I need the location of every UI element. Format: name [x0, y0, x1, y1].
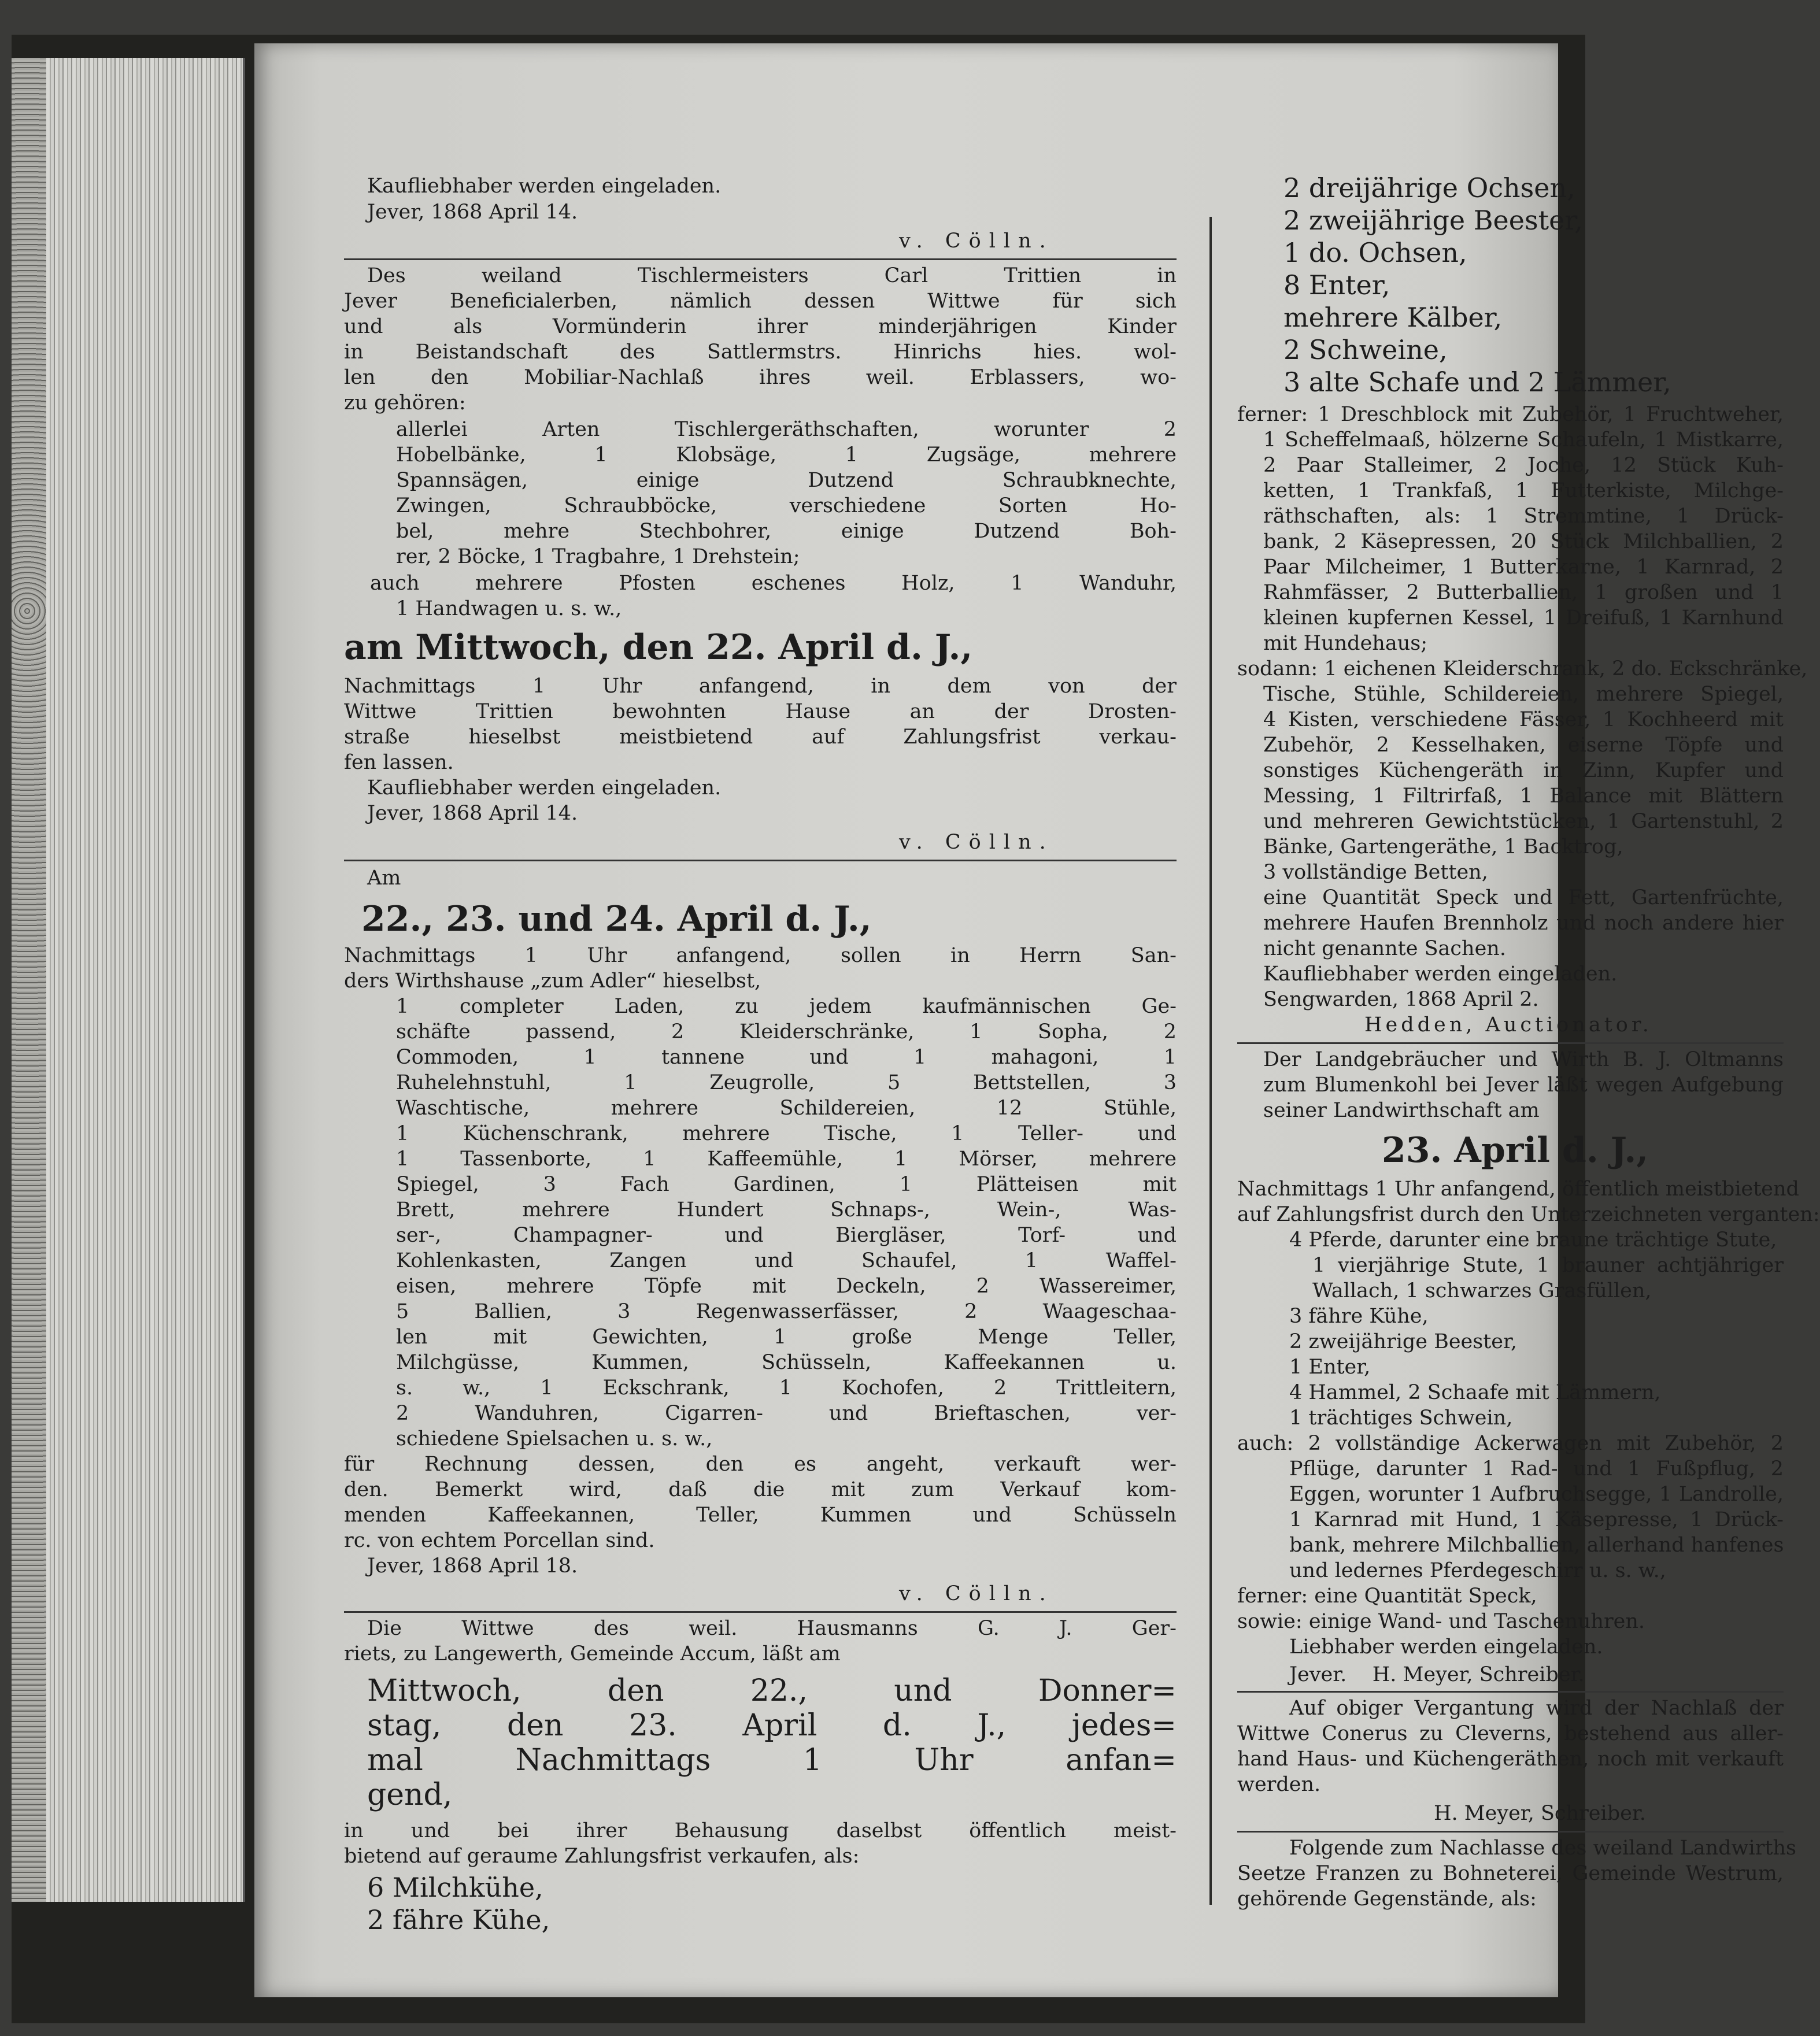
auction-date-heading: Mittwoch, den 22., und Donner=: [367, 1674, 1177, 1708]
text-line: straße hieselbst meistbietend auf Zahlungsfrist verkau-: [344, 725, 1177, 749]
text-line: 3 alte Schafe und 2 Lämmer,: [1283, 367, 1671, 398]
text-line: und ledernes Pferdegeschirr u. s. w.,: [1289, 1559, 1666, 1582]
column-divider: [1209, 217, 1212, 1905]
text-line: 1 trächtiges Schwein,: [1289, 1406, 1513, 1430]
text-line: Wallach, 1 schwarzes Grasfüllen,: [1312, 1279, 1652, 1302]
text-line: 3 vollständige Betten,: [1263, 861, 1488, 884]
text-line: Am: [367, 867, 401, 890]
text-line: Hobelbänke, 1 Klobsäge, 1 Zugsäge, mehrere: [396, 443, 1177, 467]
text-line: Seetze Franzen zu Bohneterei, Gemeinde Westrum,: [1237, 1862, 1784, 1885]
text-line: hand Haus- und Küchengeräthen, noch mit verkauft: [1237, 1748, 1784, 1771]
text-line: Eggen, worunter 1 Aufbruchsegge, 1 Landrolle,: [1289, 1483, 1784, 1506]
text-line: eisen, mehrere Töpfe mit Deckeln, 2 Wassereimer,: [396, 1275, 1177, 1298]
text-line: menden Kaffeekannen, Teller, Kummen und Schüsseln: [344, 1504, 1177, 1527]
text-line: 1 do. Ochsen,: [1283, 237, 1467, 268]
auction-date-heading: am Mittwoch, den 22. April d. J.,: [344, 627, 973, 668]
text-line: Jever, 1868 April 14.: [367, 201, 578, 224]
text-line: für Rechnung dessen, den es angeht, verkauft wer-: [344, 1453, 1177, 1476]
text-line: den. Bemerkt wird, daß die mit zum Verkauf kom-: [344, 1478, 1177, 1501]
text-line: allerlei Arten Tischlergeräthschaften, worunter 2: [396, 418, 1177, 441]
text-line: Paar Milcheimer, 1 Butterkarne, 1 Karnrad, 2: [1263, 556, 1784, 579]
text-line: Die Wittwe des weil. Hausmanns G. J. Ger-: [367, 1617, 1177, 1640]
text-line: Auf obiger Vergantung wird der Nachlaß der: [1289, 1697, 1784, 1720]
text-line: bietend auf geraume Zahlungsfrist verkaufen, als:: [344, 1845, 860, 1868]
rule: [1237, 1042, 1784, 1044]
text-line: bank, mehrere Milchballien, allerhand hanfenes: [1289, 1534, 1784, 1557]
rule: [344, 258, 1177, 260]
text-line: 1 Küchenschrank, mehrere Tische, 1 Teller- und: [396, 1122, 1177, 1145]
page-stack-edges: [46, 58, 245, 1902]
text-line: 4 Hammel, 2 Schaafe mit Lämmern,: [1289, 1381, 1661, 1404]
text-line: kleinen kupfernen Kessel, 1 Dreifuß, 1 Karnhund: [1263, 606, 1784, 630]
text-line: Spiegel, 3 Fach Gardinen, 1 Plätteisen mit: [396, 1173, 1177, 1196]
text-line: in und bei ihrer Behausung daselbst öffentlich meist-: [344, 1819, 1177, 1842]
text-line: s. w., 1 Eckschrank, 1 Kochofen, 2 Trittleitern,: [396, 1376, 1177, 1400]
text-line: Des weiland Tischlermeisters Carl Trittien in: [367, 264, 1177, 287]
text-line: 2 Wanduhren, Cigarren- und Brieftaschen, ver-: [396, 1402, 1177, 1425]
text-line: Milchgüsse, Kummen, Schüsseln, Kaffeekannen u.: [396, 1351, 1177, 1374]
text-line: bel, mehre Stechbohrer, einige Dutzend Boh-: [396, 520, 1177, 543]
text-line: 6 Milchkühe,: [367, 1872, 543, 1903]
text-line: Jever, 1868 April 18.: [367, 1554, 578, 1578]
text-line: Jever Beneficialerben, nämlich dessen Wittwe für sich: [344, 290, 1177, 313]
text-line: sowie: einige Wand- und Taschenuhren.: [1237, 1610, 1645, 1633]
signature: H. Meyer, Schreiber.: [1434, 1802, 1646, 1825]
auction-date-heading: 23. April d. J.,: [1382, 1130, 1649, 1171]
text-line: Kaufliebhaber werden eingeladen.: [1263, 963, 1618, 986]
text-line: mit Hundehaus;: [1263, 632, 1427, 655]
text-line: Kohlenkasten, Zangen und Schaufel, 1 Waffel-: [396, 1249, 1177, 1272]
text-line: ders Wirthshause „zum Adler“ hieselbst,: [344, 969, 761, 993]
text-line: 5 Ballien, 3 Regenwasserfässer, 2 Waageschaa-: [396, 1300, 1177, 1323]
text-line: Wittwe Trittien bewohnten Hause an der Drosten-: [344, 700, 1177, 723]
auction-date-heading: stag, den 23. April d. J., jedes=: [367, 1708, 1177, 1743]
text-line: 1 Karnrad mit Hund, 1 Käsepresse, 1 Drück-: [1289, 1508, 1784, 1531]
text-line: Rahmfässer, 2 Butterballien, 1 großen und 1: [1263, 581, 1784, 604]
text-line: zu gehören:: [344, 391, 466, 414]
text-line: 4 Kisten, verschiedene Fässer, 1 Kochheerd mit: [1263, 708, 1784, 731]
text-line: zum Blumenkohl bei Jever läßt wegen Aufgebung: [1263, 1073, 1784, 1097]
rule: [344, 860, 1177, 861]
text-line: Nachmittags 1 Uhr anfangend, sollen in Herrn San-: [344, 944, 1177, 967]
text-line: len den Mobiliar-Nachlaß ihres weil. Erblassers, wo-: [344, 366, 1177, 389]
text-line: schäfte passend, 2 Kleiderschränke, 1 Sopha, 2: [396, 1020, 1177, 1043]
text-line: rc. von echtem Porcellan sind.: [344, 1529, 655, 1552]
text-line: 4 Pferde, darunter eine braune trächtige Stute,: [1289, 1228, 1777, 1252]
signature: v. Cölln.: [899, 229, 1054, 253]
text-line: fen lassen.: [344, 751, 454, 774]
text-line: 1 Tassenborte, 1 Kaffeemühle, 1 Mörser, mehrere: [396, 1147, 1177, 1171]
text-line: 8 Enter,: [1283, 269, 1390, 301]
text-line: Liebhaber werden eingeladen.: [1289, 1635, 1603, 1659]
text-line: eine Quantität Speck und Fett, Gartenfrüchte,: [1263, 886, 1784, 909]
text-line: auch mehrere Pfosten eschenes Holz, 1 Wanduhr,: [370, 572, 1177, 595]
text-line: Nachmittags 1 Uhr anfangend, in dem von der: [344, 675, 1177, 698]
text-line: mehrere Haufen Brennholz und noch andere hier: [1263, 912, 1784, 935]
text-line: ferner: eine Quantität Speck,: [1237, 1585, 1537, 1608]
text-line: ser-, Champagner- und Biergläser, Torf- und: [396, 1224, 1177, 1247]
text-line: 1 Enter,: [1289, 1356, 1371, 1379]
signature: Jever. H. Meyer, Schreiber.: [1289, 1663, 1585, 1686]
text-line: sonstiges Küchengeräth in Zinn, Kupfer und: [1263, 759, 1784, 782]
text-line: in Beistandschaft des Sattlermstrs. Hinrichs hies. wol-: [344, 340, 1177, 364]
auction-date-heading: mal Nachmittags 1 Uhr anfan=: [367, 1743, 1177, 1778]
text-line: räthschaften, als: 1 Stremmtine, 1 Drück-: [1263, 505, 1784, 528]
text-line: Wittwe Conerus zu Cleverns, bestehend aus aller-: [1237, 1722, 1784, 1745]
text-line: 1 completer Laden, zu jedem kaufmännischen Ge-: [396, 995, 1177, 1018]
text-line: mehrere Kälber,: [1283, 302, 1503, 333]
text-line: 1 vierjährige Stute, 1 brauner achtjähriger: [1312, 1254, 1784, 1277]
signature: v. Cölln.: [899, 1582, 1054, 1605]
text-line: 2 Schweine,: [1283, 334, 1448, 365]
text-line: Jever, 1868 April 14.: [367, 802, 578, 825]
text-line: Zubehör, 2 Kesselhaken, eiserne Töpfe und: [1263, 734, 1784, 757]
auction-date-heading: 22., 23. und 24. April d. J.,: [361, 899, 872, 939]
text-line: 2 Paar Stalleimer, 2 Joche, 12 Stück Kuh-: [1263, 454, 1784, 477]
text-line: 2 dreijährige Ochsen,: [1283, 172, 1575, 203]
text-line: Der Landgebräucher und Wirth B. J. Oltmanns: [1263, 1048, 1784, 1071]
text-line: und als Vormünderin ihrer minderjährigen Kinder: [344, 315, 1177, 338]
rule: [1237, 1831, 1784, 1833]
text-line: Spannsägen, einige Dutzend Schraubknechte,: [396, 469, 1177, 492]
text-line: 1 Scheffelmaaß, hölzerne Schaufeln, 1 Mistkarre,: [1263, 428, 1784, 451]
signature: Hedden, Auctionator.: [1364, 1013, 1652, 1036]
text-line: Tische, Stühle, Schildereien, mehrere Spiegel,: [1263, 683, 1784, 706]
text-line: nicht genannte Sachen.: [1263, 937, 1506, 960]
text-line: 1 Handwagen u. s. w.,: [396, 597, 622, 620]
text-line: sodann: 1 eichenen Kleiderschrank, 2 do. Eckschränke,: [1237, 657, 1808, 680]
text-line: Nachmittags 1 Uhr anfangend, öffentlich meistbietend: [1237, 1178, 1799, 1201]
text-line: seiner Landwirthschaft am: [1263, 1099, 1540, 1122]
text-line: riets, zu Langewerth, Gemeinde Accum, läßt am: [344, 1642, 841, 1665]
text-line: Waschtische, mehrere Schildereien, 12 Stühle,: [396, 1097, 1177, 1120]
text-line: 2 zweijährige Beester,: [1283, 205, 1583, 236]
text-line: werden.: [1237, 1773, 1321, 1796]
text-line: Sengwarden, 1868 April 2.: [1263, 988, 1539, 1011]
text-line: gehörende Gegenstände, als:: [1237, 1887, 1537, 1911]
text-line: Messing, 1 Filtrirfaß, 1 Balance mit Blättern: [1263, 784, 1784, 808]
text-line: ferner: 1 Dreschblock mit Zubehör, 1 Fruchtweher,: [1237, 403, 1784, 426]
rule: [1237, 1691, 1784, 1693]
text-line: rer, 2 Böcke, 1 Tragbahre, 1 Drehstein;: [396, 545, 800, 568]
text-line: len mit Gewichten, 1 große Menge Teller,: [396, 1326, 1177, 1349]
text-line: Kaufliebhaber werden eingeladen.: [367, 175, 722, 198]
text-line: Pflüge, darunter 1 Rad- und 1 Fußpflug, 2: [1289, 1457, 1784, 1480]
text-line: Folgende zum Nachlasse des weiland Landwirths: [1289, 1837, 1796, 1860]
text-line: Zwingen, Schraubböcke, verschiedene Sorten Ho-: [396, 494, 1177, 517]
text-line: 2 fähre Kühe,: [367, 1904, 550, 1935]
text-line: bank, 2 Käsepressen, 20 Stück Milchballien, 2: [1263, 530, 1784, 553]
text-line: auch: 2 vollständige Ackerwagen mit Zubehör, 2: [1237, 1432, 1784, 1455]
signature: v. Cölln.: [899, 831, 1054, 854]
text-line: 2 zweijährige Beester,: [1289, 1330, 1518, 1353]
rule: [344, 1611, 1177, 1613]
text-line: und mehreren Gewichtstücken, 1 Gartenstuhl, 2: [1263, 810, 1784, 833]
auction-date-heading: gend,: [367, 1778, 453, 1812]
text-line: Bänke, Gartengeräthe, 1 Backtrog,: [1263, 835, 1623, 858]
text-line: auf Zahlungsfrist durch den Unterzeichneten verganten:: [1237, 1203, 1820, 1226]
text-line: Kaufliebhaber werden eingeladen.: [367, 776, 722, 799]
text-line: ketten, 1 Trankfaß, 1 Futterkiste, Milchge-: [1263, 479, 1784, 502]
text-line: Brett, mehrere Hundert Schnaps-, Wein-, Was-: [396, 1198, 1177, 1221]
text-line: 3 fähre Kühe,: [1289, 1305, 1429, 1328]
text-line: schiedene Spielsachen u. s. w.,: [396, 1427, 713, 1450]
newspaper-page: [254, 43, 1820, 1997]
text-line: Commoden, 1 tannene und 1 mahagoni, 1: [396, 1046, 1177, 1069]
text-line: Ruhelehnstuhl, 1 Zeugrolle, 5 Bettstellen, 3: [396, 1071, 1177, 1094]
